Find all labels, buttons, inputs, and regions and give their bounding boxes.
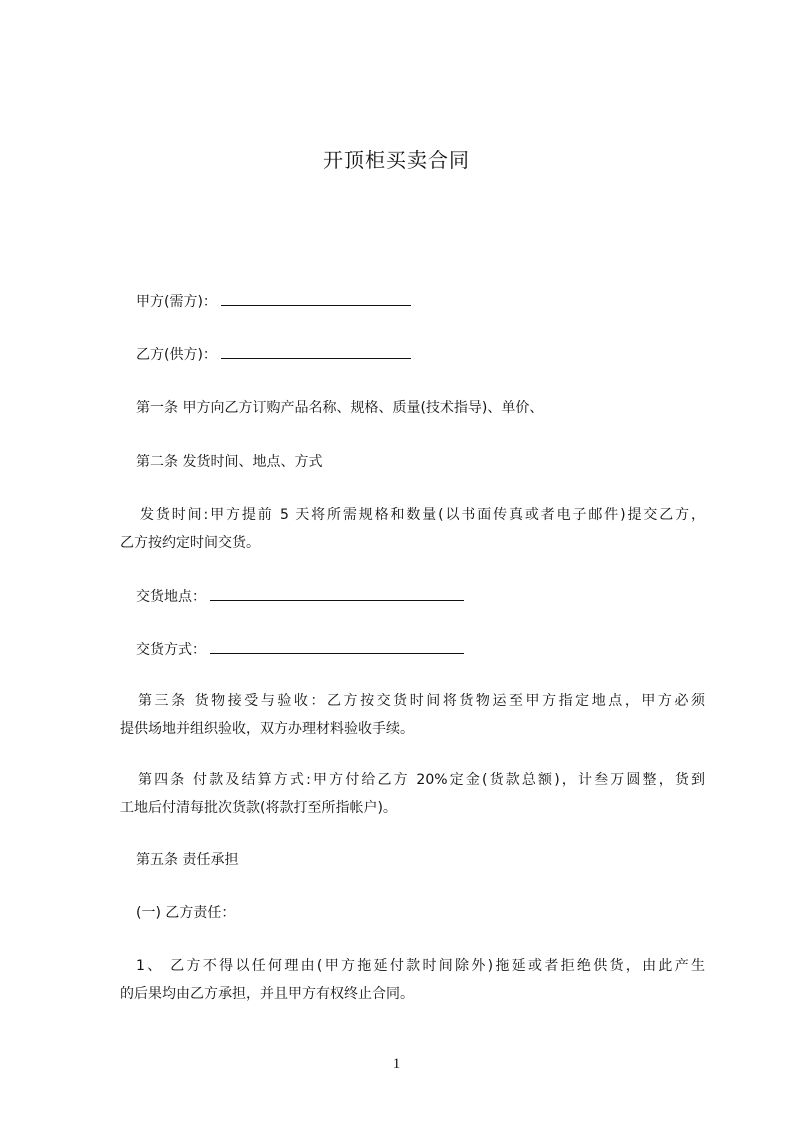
section-1: (一) 乙方责任： (136, 905, 236, 921)
party-a-label: 甲方(需方)： (136, 294, 217, 310)
delivery-method-label: 交货方式： (136, 642, 206, 658)
page-number: 1 (392, 1056, 401, 1072)
delivery-method-blank (210, 639, 464, 654)
article-4-line2: 工地后付清每批次货款(将款打至所指帐户)。 (120, 800, 397, 816)
item-1-line2: 的后果均由乙方承担，并且甲方有权终止合同。 (120, 986, 414, 1002)
article-3-line2: 提供场地并组织验收，双方办理材料验收手续。 (120, 721, 414, 737)
delivery-method-line (136, 639, 464, 659)
article-4-line1: 第四条 付款及结算方式:甲方付给乙方 20%定金(货款总额)，计叁万圆整，货到 (138, 772, 705, 788)
article-3-line1: 第三条 货物接受与验收：乙方按交货时间将货物运至甲方指定地点，甲方必须 (138, 693, 705, 709)
ship-time-line2: 乙方按约定时间交货。 (120, 535, 260, 551)
item-1-line1: 1、 乙方不得以任何理由(甲方拖延付款时间除外)拖延或者拒绝供货，由此产生 (136, 958, 705, 974)
party-b-line (136, 344, 411, 364)
article-2: 第二条 发货时间、地点、方式 (136, 454, 323, 470)
document-title: 开顶柜买卖合同 (323, 148, 470, 172)
ship-time-line1: 发货时间:甲方提前 5 天将所需规格和数量(以书面传真或者电子邮件)提交乙方， (140, 507, 705, 523)
party-b-blank (221, 344, 411, 359)
party-b-label: 乙方(供方)： (136, 347, 217, 363)
article-5: 第五条 责任承担 (136, 852, 239, 868)
party-a-line (136, 291, 411, 311)
party-a-blank (221, 291, 411, 306)
delivery-place-line (136, 586, 464, 606)
delivery-place-label: 交货地点： (136, 589, 206, 605)
article-1: 第一条 甲方向乙方订购产品名称、规格、质量(技术指导)、单价、 (136, 400, 544, 416)
delivery-place-blank (210, 586, 464, 601)
